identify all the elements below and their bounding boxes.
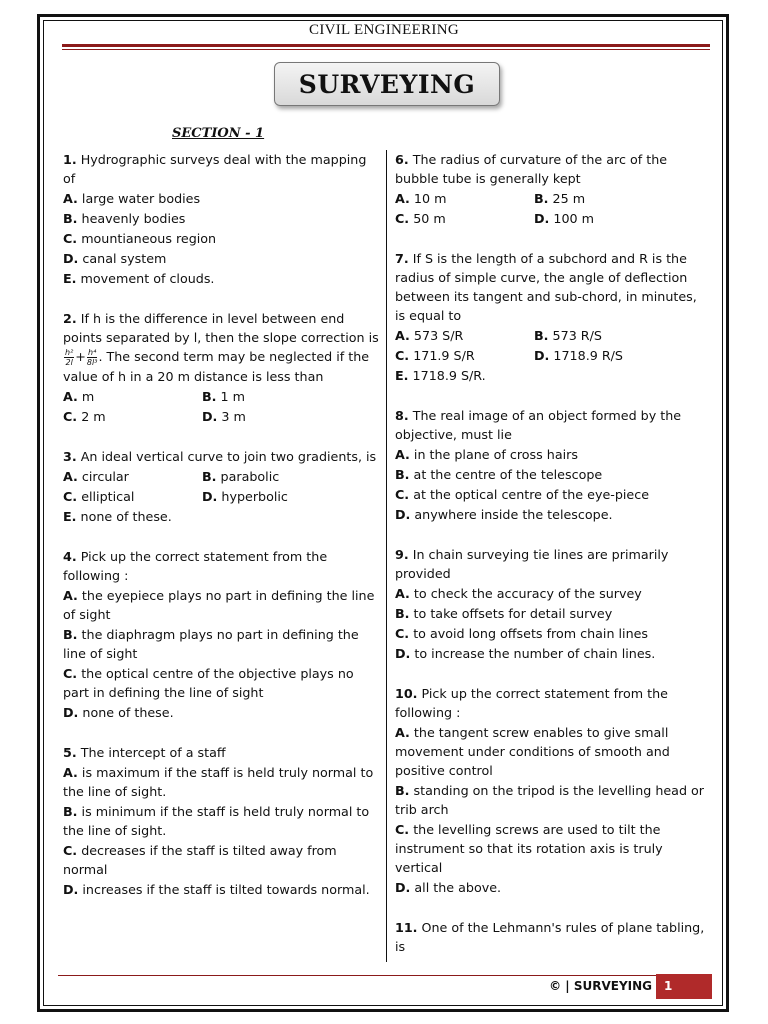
question-10 — [395, 684, 705, 897]
option-c: C. the levelling screws are used to tilt the instrument so that its rotation axis is truly vertical — [395, 822, 663, 875]
option-c: C. mountianeous region — [63, 231, 217, 246]
header-rule-thin — [62, 49, 710, 50]
question-stem: One of the Lehmann's rules of plane tabling, is — [395, 920, 705, 954]
title-banner-text: SURVEYING — [298, 69, 476, 99]
option-d: D. all the above. — [395, 880, 502, 895]
question-stem: The radius of curvature of the arc of the bubble tube is generally kept — [395, 152, 668, 186]
question-stem: An ideal vertical curve to join two gradients, is — [80, 449, 377, 464]
header-rule-thick — [62, 44, 710, 47]
question-stem-cont: . The second term may be neglected if the value of h in a 20 m distance is less than — [63, 349, 370, 384]
question-6 — [395, 150, 705, 228]
page-number: 1 — [656, 974, 712, 999]
option-a: A. in the plane of cross hairs — [395, 447, 578, 462]
question-number: 8. — [395, 408, 409, 423]
title-banner — [274, 62, 500, 106]
option-a: A. to check the accuracy of the survey — [395, 586, 642, 601]
option-b: B. to take offsets for detail survey — [395, 606, 613, 621]
question-11 — [395, 918, 705, 956]
option-row: C. 171.9 S/R D. 1718.9 R/S — [395, 348, 623, 363]
question-number: 1. — [63, 152, 77, 167]
option-e: E. 1718.9 S/R. — [395, 368, 486, 383]
option-b: B. is minimum if the staff is held truly normal to the line of sight. — [63, 804, 370, 838]
option-row: C. 50 m D. 100 m — [395, 211, 595, 226]
question-stem: Pick up the correct statement from the following : — [395, 686, 668, 720]
question-stem: If S is the length of a subchord and R is the radius of simple curve, the angle of deflection between its tangent and sub-chord, in minutes, is equal to — [395, 251, 697, 323]
option-a: A. is maximum if the staff is held truly normal to the line of sight. — [63, 765, 374, 799]
column-divider — [386, 150, 387, 962]
option-e: E. none of these. — [63, 509, 172, 524]
page-header: CIVIL ENGINEERING — [309, 22, 459, 38]
question-1 — [63, 150, 379, 288]
question-number: 9. — [395, 547, 409, 562]
option-d: D. canal system — [63, 251, 167, 266]
question-number: 2. — [63, 311, 77, 326]
option-d: D. increases if the staff is tilted towards normal. — [63, 882, 370, 897]
option-row: A. 10 m B. 25 m — [395, 191, 586, 206]
footer-label: © | SURVEYING — [549, 979, 652, 993]
option-d: D. anywhere inside the telescope. — [395, 507, 613, 522]
option-row: C. 2 m D. 3 m — [63, 409, 246, 424]
option-b: B. heavenly bodies — [63, 211, 186, 226]
question-number: 7. — [395, 251, 409, 266]
right-column — [395, 150, 705, 977]
question-stem: Pick up the correct statement from the following : — [63, 549, 328, 583]
question-7 — [395, 249, 705, 385]
option-d: D. none of these. — [63, 705, 174, 720]
question-number: 4. — [63, 549, 77, 564]
option-a: A. large water bodies — [63, 191, 201, 206]
option-e: E. movement of clouds. — [63, 271, 215, 286]
question-9 — [395, 545, 705, 663]
question-4 — [63, 547, 379, 722]
option-c: C. to avoid long offsets from chain lines — [395, 626, 649, 641]
option-b: B. the diaphragm plays no part in defining the line of sight — [63, 627, 359, 661]
option-c: C. the optical centre of the objective plays no part in defining the line of sight — [63, 666, 354, 700]
option-row: A. circular B. parabolic — [63, 469, 280, 484]
question-number: 5. — [63, 745, 77, 760]
option-row: A. m B. 1 m — [63, 389, 246, 404]
question-number: 11. — [395, 920, 418, 935]
section-heading: SECTION - 1 — [172, 126, 265, 141]
option-row: C. elliptical D. hyperbolic — [63, 489, 288, 504]
question-stem: In chain surveying tie lines are primarily provided — [395, 547, 669, 581]
option-c: C. decreases if the staff is tilted away from normal — [63, 843, 337, 877]
question-number: 3. — [63, 449, 77, 464]
footer-rule — [58, 975, 656, 976]
question-number: 6. — [395, 152, 409, 167]
question-stem: The real image of an object formed by the objective, must lie — [395, 408, 682, 442]
question-2: 2. If h is the difference in level between end points separated by l, then the slope correction is $\frac{\text{h²}}{2l}$ + $\frac{\text{h⁴}}{\text{8l³}}$ . The second term may be neglected if the value of h in a 20 m distance is less than A. m B. 1 m C. 2 m D. 3 m — [63, 311, 379, 424]
question-3 — [63, 447, 379, 526]
option-b: B. at the centre of the telescope — [395, 467, 603, 482]
option-row: A. 573 S/R B. 573 R/S — [395, 328, 602, 343]
option-a: A. the tangent screw enables to give small movement under conditions of smooth and positive control — [395, 725, 670, 778]
formula-fraction: $\frac{\text{h⁴}}{\text{8l³}}$ — [86, 348, 98, 367]
question-8 — [395, 406, 705, 524]
question-stem: The intercept of a staff — [80, 745, 226, 760]
option-d: D. to increase the number of chain lines. — [395, 646, 656, 661]
formula-fraction: $\frac{\text{h²}}{2l}$ — [65, 348, 74, 367]
option-a: A. the eyepiece plays no part in defining the line of sight — [63, 588, 375, 622]
question-stem: Hydrographic surveys deal with the mapping of — [63, 152, 367, 186]
option-b: B. standing on the tripod is the levelling head or trib arch — [395, 783, 705, 817]
left-column — [63, 150, 379, 920]
option-c: C. at the optical centre of the eye-piece — [395, 487, 650, 502]
question-number: 10. — [395, 686, 418, 701]
question-5 — [63, 743, 379, 899]
question-stem: If h is the difference in level between end points separated by l, then the slope correction is — [63, 311, 379, 345]
